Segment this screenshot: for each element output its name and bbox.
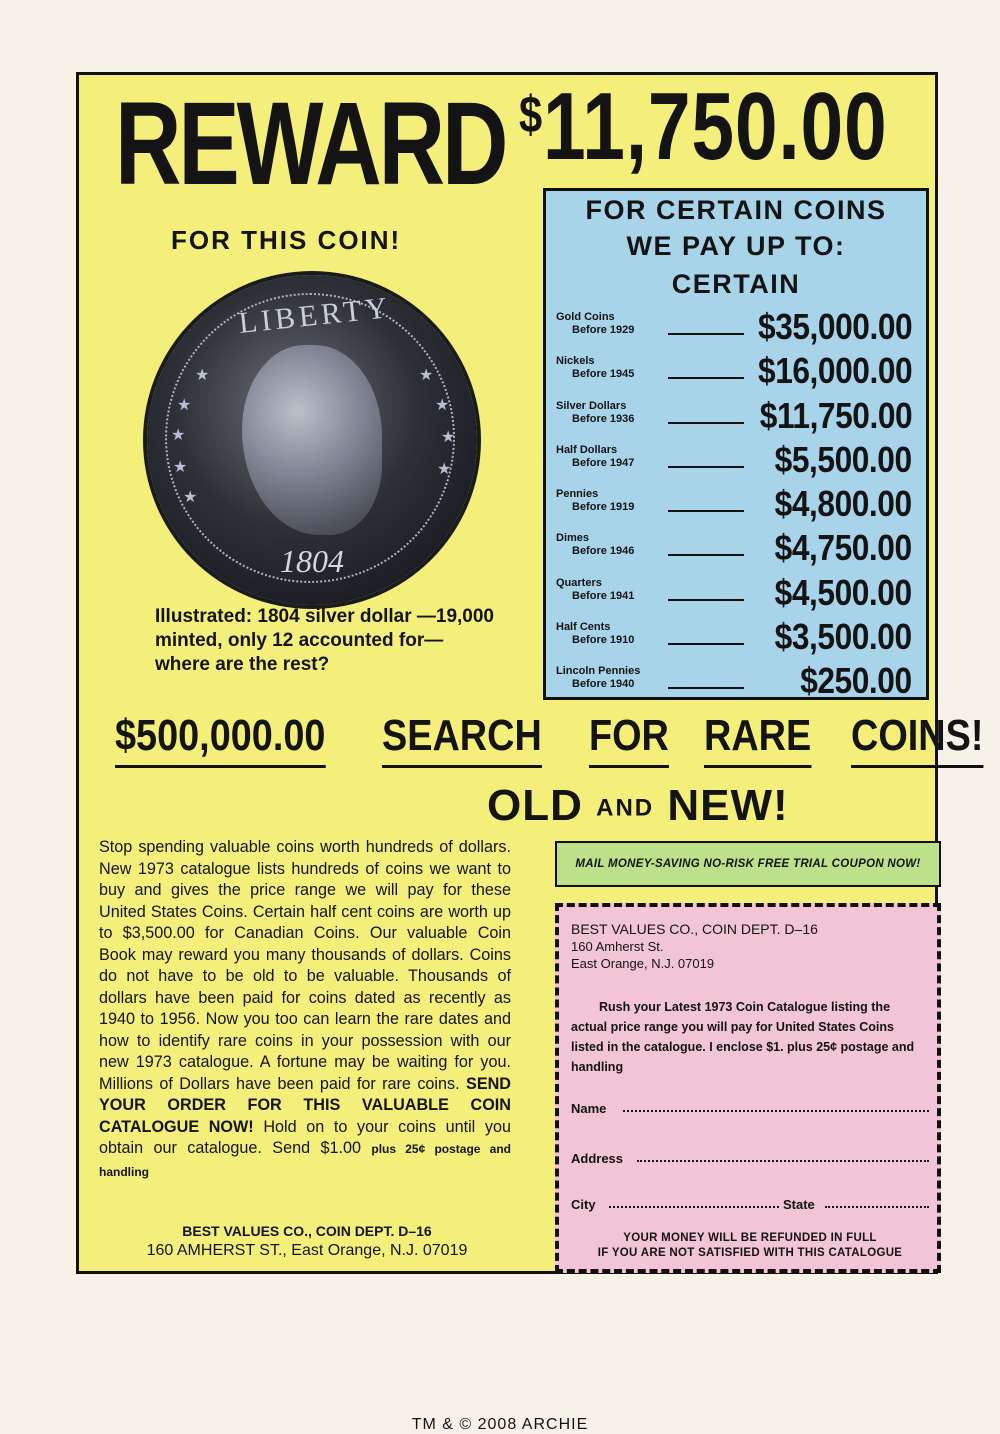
price-box-heading-3: CERTAIN <box>671 269 801 299</box>
and-word: AND <box>596 794 655 822</box>
coupon-address-line-1: BEST VALUES CO., COIN DEPT. D–16 <box>571 921 818 937</box>
coin-type: Silver Dollars <box>556 399 627 412</box>
silver-dollar-coin-image <box>147 275 477 605</box>
coupon-address <box>571 921 818 972</box>
name-field[interactable] <box>571 1101 929 1116</box>
new-word: NEW! <box>667 781 789 830</box>
coin-liberty-text: LIBERTY <box>237 291 393 340</box>
leader-line <box>668 643 744 645</box>
coin-type: Dimes <box>556 532 590 545</box>
body-cta: SEND YOUR ORDER FOR THIS VALUABLE COIN CATALOGUE NOW! <box>99 1074 511 1136</box>
price-row <box>556 438 912 482</box>
state-label: State <box>783 1197 815 1212</box>
city-state-field[interactable] <box>571 1197 929 1212</box>
price-row <box>556 482 912 526</box>
star-icon: ★ <box>195 367 210 384</box>
coin-type: Lincoln Pennies <box>556 665 641 678</box>
star-icon: ★ <box>177 397 192 414</box>
coin-price: $35,000.00 <box>757 306 912 347</box>
search-banner-word: COINS! <box>851 711 983 768</box>
price-list-box <box>543 188 929 700</box>
coin-type: Gold Coins <box>556 311 615 323</box>
refund-line-1: YOUR MONEY WILL BE REFUNDED IN FULL <box>623 1232 877 1244</box>
star-icon: ★ <box>183 489 198 506</box>
search-banner-word: RARE <box>704 711 811 768</box>
coin-price: $3,500.00 <box>775 616 912 658</box>
leader-line <box>668 554 744 556</box>
coin-price: $4,750.00 <box>775 527 912 569</box>
price-row <box>556 305 912 349</box>
address-label: Address <box>571 1151 624 1166</box>
coin-type: Pennies <box>556 488 599 501</box>
state-line[interactable] <box>825 1206 929 1208</box>
coupon-address-line-2: 160 Amherst St. <box>571 939 664 954</box>
body-text: Stop spending valuable coins worth hundreds of dollars. New 1973 catalogue lists hundreds of coins we want to buy and gives the price range we will pay for these United States Coins. Certain half cent coins are worth up to $3,500.00 for Canadian Coins. Our valuable Coin Book may reward you many thousands of dollars. Coins do not have to be old to be valuable. Thousands of dollars have been paid for coins dated as recently as 1940 to 1956. Now you too can learn the rare dates and how to identify rare coins in your possession with our new 1973 catalogue. A fortune may be waiting for you. Millions of Dollars have been paid for rare coins. <box>99 838 511 1093</box>
address-line[interactable] <box>637 1160 929 1162</box>
coin-advertisement <box>76 72 984 1274</box>
search-banner <box>115 711 984 768</box>
coupon-banner: MAIL MONEY-SAVING NO-RISK FREE TRIAL COUPON NOW! <box>555 841 941 887</box>
coin-type: Quarters <box>556 576 602 589</box>
leader-line <box>668 333 744 335</box>
price-row <box>556 615 912 659</box>
star-icon: ★ <box>435 397 450 414</box>
name-line[interactable] <box>623 1110 929 1112</box>
coupon-order-text: Rush your Latest 1973 Coin Catalogue listing the actual price range you will pay for United States Coins listed in the catalogue. I enclose $1. plus 25¢ postage and handling <box>571 1000 915 1074</box>
city-label: City <box>571 1197 596 1212</box>
price-row <box>556 659 912 703</box>
dollar-sign: $ <box>519 86 543 144</box>
coin-price: $4,800.00 <box>775 483 912 525</box>
reward-amount-value: 11,750.00 <box>542 73 888 180</box>
leader-line <box>668 510 744 512</box>
coin-before-year: Before 1936 <box>572 412 635 425</box>
old-and-new-heading <box>487 781 789 833</box>
leader-line <box>668 687 744 689</box>
for-this-coin-label: FOR THIS COIN! <box>171 225 402 255</box>
search-banner-amount: $500,000.00 <box>115 711 325 768</box>
search-banner-word: SEARCH <box>382 711 542 768</box>
coin-price: $4,500.00 <box>775 571 912 613</box>
coin-price: $16,000.00 <box>757 350 912 392</box>
coupon-address-line-3: East Orange, N.J. 07019 <box>571 956 715 971</box>
price-row <box>556 571 912 615</box>
coin-price: $250.00 <box>800 660 912 702</box>
body-after-cta: Hold on to your coins until you obtain our catalogue. Send $1.00 <box>99 1117 512 1157</box>
refund-line-2: IF YOU ARE NOT SATISFIED WITH THIS CATALOGUE <box>597 1247 903 1259</box>
coin-type: Half Cents <box>556 621 611 634</box>
star-icon: ★ <box>171 427 186 444</box>
price-box-heading-2: WE PAY UP TO: <box>626 231 846 261</box>
leader-line <box>668 466 744 468</box>
coin-before-year: Before 1919 <box>572 501 635 514</box>
address-field[interactable] <box>571 1151 929 1166</box>
coin-before-year: Before 1947 <box>572 456 635 469</box>
coin-before-year: Before 1941 <box>572 589 635 602</box>
refund-notice <box>571 1231 929 1261</box>
name-label: Name <box>571 1101 607 1116</box>
search-banner-word: FOR <box>589 711 669 768</box>
body-copy <box>99 837 511 1183</box>
mailing-address <box>107 1221 507 1261</box>
reward-amount <box>519 73 888 180</box>
coin-before-year: Before 1929 <box>572 324 635 336</box>
coin-price: $11,750.00 <box>759 394 912 436</box>
price-box-heading-1: FOR CERTAIN COINS <box>585 195 887 225</box>
address-line-2: 160 AMHERST ST., East Orange, N.J. 07019 <box>146 1242 468 1259</box>
price-rows <box>556 305 912 704</box>
coin-before-year: Before 1940 <box>572 678 635 691</box>
coin-price: $5,500.00 <box>775 438 912 480</box>
price-row <box>556 526 912 570</box>
coin-year: 1804 <box>280 543 344 579</box>
address-line-1: BEST VALUES CO., COIN DEPT. D–16 <box>182 1223 432 1239</box>
leader-line <box>668 422 744 424</box>
star-icon: ★ <box>437 461 452 478</box>
order-coupon <box>555 903 941 1273</box>
body-postage: plus 25¢ postage and handling <box>99 1142 511 1179</box>
coin-type: Nickels <box>556 355 595 368</box>
reward-heading: REWARD <box>115 78 506 210</box>
star-icon: ★ <box>441 429 456 446</box>
coin-caption: Illustrated: 1804 silver dollar —19,000 minted, only 12 accounted for—where are the rest? <box>155 606 495 675</box>
coin-type: Half Dollars <box>556 443 618 456</box>
price-row <box>556 394 912 438</box>
star-icon: ★ <box>419 367 434 384</box>
old-word: OLD <box>487 781 583 830</box>
city-line[interactable] <box>609 1206 779 1208</box>
coin-before-year: Before 1910 <box>572 634 635 647</box>
coin-before-year: Before 1945 <box>572 368 635 381</box>
star-icon: ★ <box>173 459 188 476</box>
leader-line <box>668 377 744 379</box>
trademark-notice: TM & © 2008 ARCHIE <box>411 1416 589 1433</box>
price-row <box>556 349 912 393</box>
leader-line <box>668 599 744 601</box>
coin-before-year: Before 1946 <box>572 545 635 558</box>
